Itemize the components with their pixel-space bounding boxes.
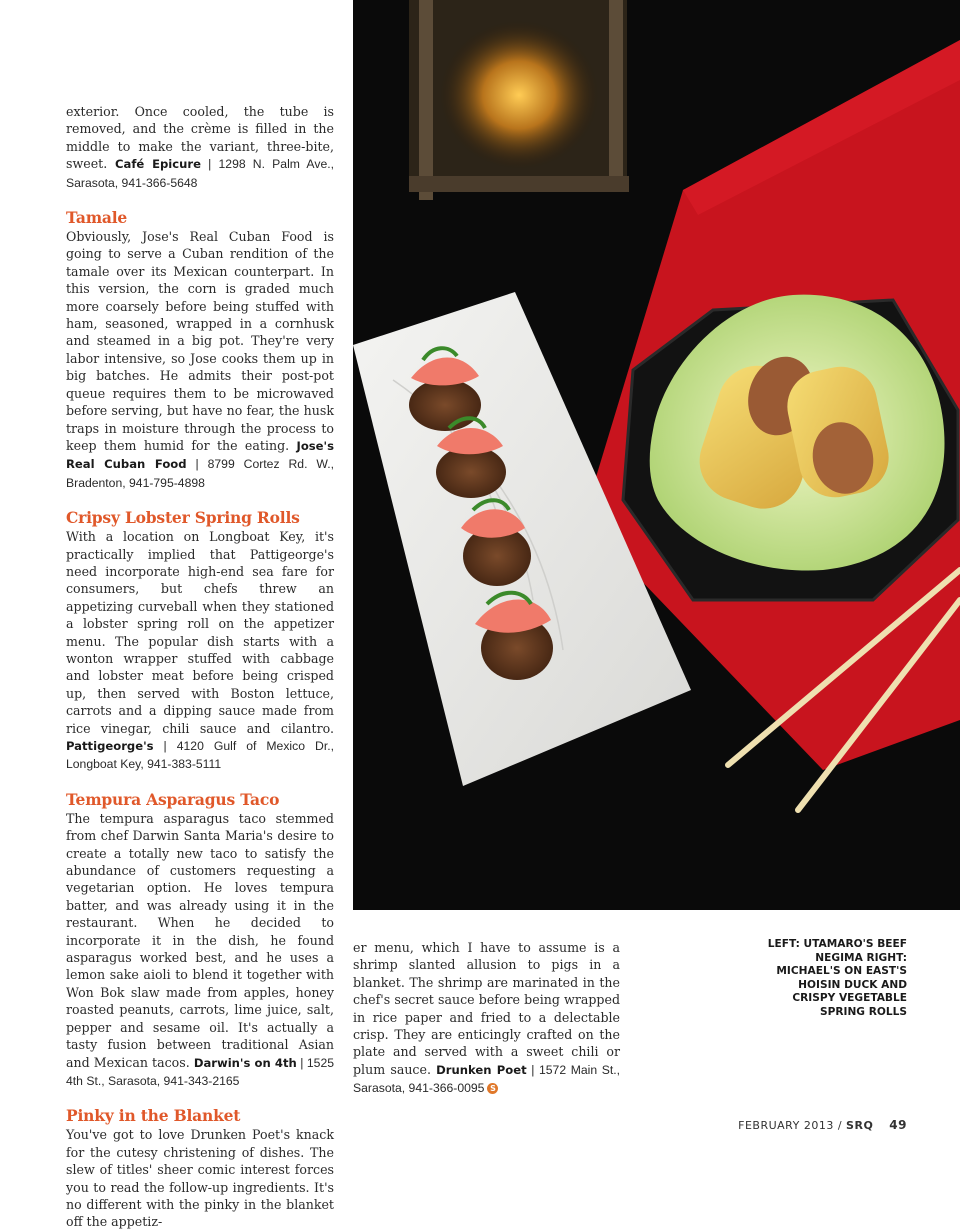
section-body-asparagus-taco: The tempura asparagus taco stemmed from chef Darwin Santa Maria's desire to create a totally new taco to satisfy the abundance of customers requesting a vegetarian option. He loves tempura batter, and was already using it in the restaurant. When he decided to incorporate it in the dish, he found asparagus worked best, and he uses a lemon sake aioli to blend it together with Won Bok slaw made from apples, honey roasted peanuts, carrots, lime juice, salt, pepper and sesame oil. It's actually a tasty fusion between traditional Asian and Mexican tacos. Darwin's on 4th | 1525 4th St., Sarasota, 941-343-2165 — [66, 810, 335, 1088]
separator: / — [837, 1119, 843, 1132]
food-photo — [353, 0, 960, 910]
magazine-name: SRQ — [846, 1119, 874, 1132]
page-number: 49 — [889, 1118, 907, 1132]
business-name: Pattigeorge's — [66, 739, 154, 753]
business-address: | 8799 Cortez Rd. W., Bradenton, 941-795-4898 — [66, 457, 334, 490]
section-title-tamale: Tamale — [66, 208, 128, 228]
business-name: Drunken Poet — [436, 1062, 527, 1077]
section-title-pinky-blanket: Pinky in the Blanket — [66, 1106, 241, 1126]
business-name: Jose's Real Cuban Food — [66, 438, 334, 472]
end-of-article-icon: S — [487, 1083, 498, 1094]
business-address: | 4120 Gulf of Mexico Dr., Longboat Key, 941-383-5111 — [66, 739, 334, 772]
lantern — [409, 0, 629, 200]
left-text-column — [66, 103, 334, 1231]
section-body-tamale: Obviously, Jose's Real Cuban Food is going to serve a Cuban rendition of the tamale over its Mexican counterpart. In this version, the corn is graded much more coarsely before being stuffed with ham, seasoned, wrapped in a cornhusk and steamed in a big pot. They're very labor intensive, so Jose cooks them up in big batches. He admits their post-pot queue requires them to be microwaved before serving, but have no fear, the husk traps in moisture through the process to keep them humid for the eating. Jose's Real Cuban Food | 8799 Cortez Rd. W., Bradenton, 941-795-4898 — [66, 229, 334, 490]
intro-paragraph: exterior. Once cooled, the tube is removed, and the crème is filled in the middle to make the variant, three-bite, sweet. Café Epicure | 1298 N. Palm Ave., Sarasota, 941-366-5648 — [66, 104, 334, 190]
business-address: | 1525 4th St., Sarasota, 941-343-2165 — [66, 1055, 335, 1088]
section-body-spring-rolls: With a location on Longboat Key, it's practically implied that Pattigeorge's need incorporate high-end sea fare for consumers, but chefs threw an appetizing curveball when they stationed a lobster spring roll on the appetizer menu. The popular dish starts with a wonton wrapper stuffed with cabbage and lobster meat before being crisped up, then served with Boston lettuce, carrots and a dipping sauce made from rice vinegar, chili sauce and cilantro. Pattigeorge's | 4120 Gulf of Mexico Dr., Longboat Key, 941-383-5111 — [66, 529, 334, 772]
business-name: Darwin's on 4th — [193, 1055, 297, 1070]
continuation-paragraph: er menu, which I have to assume is a shrimp slanted allusion to pigs in a blanket. The shrimp are marinated in the chef's secret sauce before being wrapped in rice paper and fried to a delectable crisp. They are enticingly crafted on the plate and served with a sweet chili or plum sauce. Drunken Poet | 1572 Main St., Sarasota, 941-366-0095 S — [353, 940, 620, 1096]
business-name: Café Epicure — [115, 157, 201, 172]
section-body-pinky-blanket: You've got to love Drunken Poet's knack for the cutesy christening of dishes. The slew of titles' sheer comic interest forces you to read the follow-up ingredients. It's no different with the pinky in the blanket off the appetiz- — [66, 1127, 334, 1230]
continuation-text-column — [353, 939, 620, 1098]
business-address: | 1572 Main St., Sarasota, 941-366-0095 — [353, 1062, 620, 1096]
business-address: | 1298 N. Palm Ave., Sarasota, 941-366-5648 — [66, 157, 334, 190]
photo-caption: LEFT: UTAMARO'S BEEF NEGIMA RIGHT: MICHAEL'S ON EAST'S HOISIN DUCK AND CRISPY VEGETABLE SPRING ROLLS — [767, 938, 907, 1018]
section-title-spring-rolls: Cripsy Lobster Spring Rolls — [66, 508, 300, 528]
page-footer — [738, 1118, 907, 1132]
issue-date: FEBRUARY 2013 — [738, 1119, 834, 1132]
section-title-asparagus-taco: Tempura Asparagus Taco — [66, 789, 280, 809]
